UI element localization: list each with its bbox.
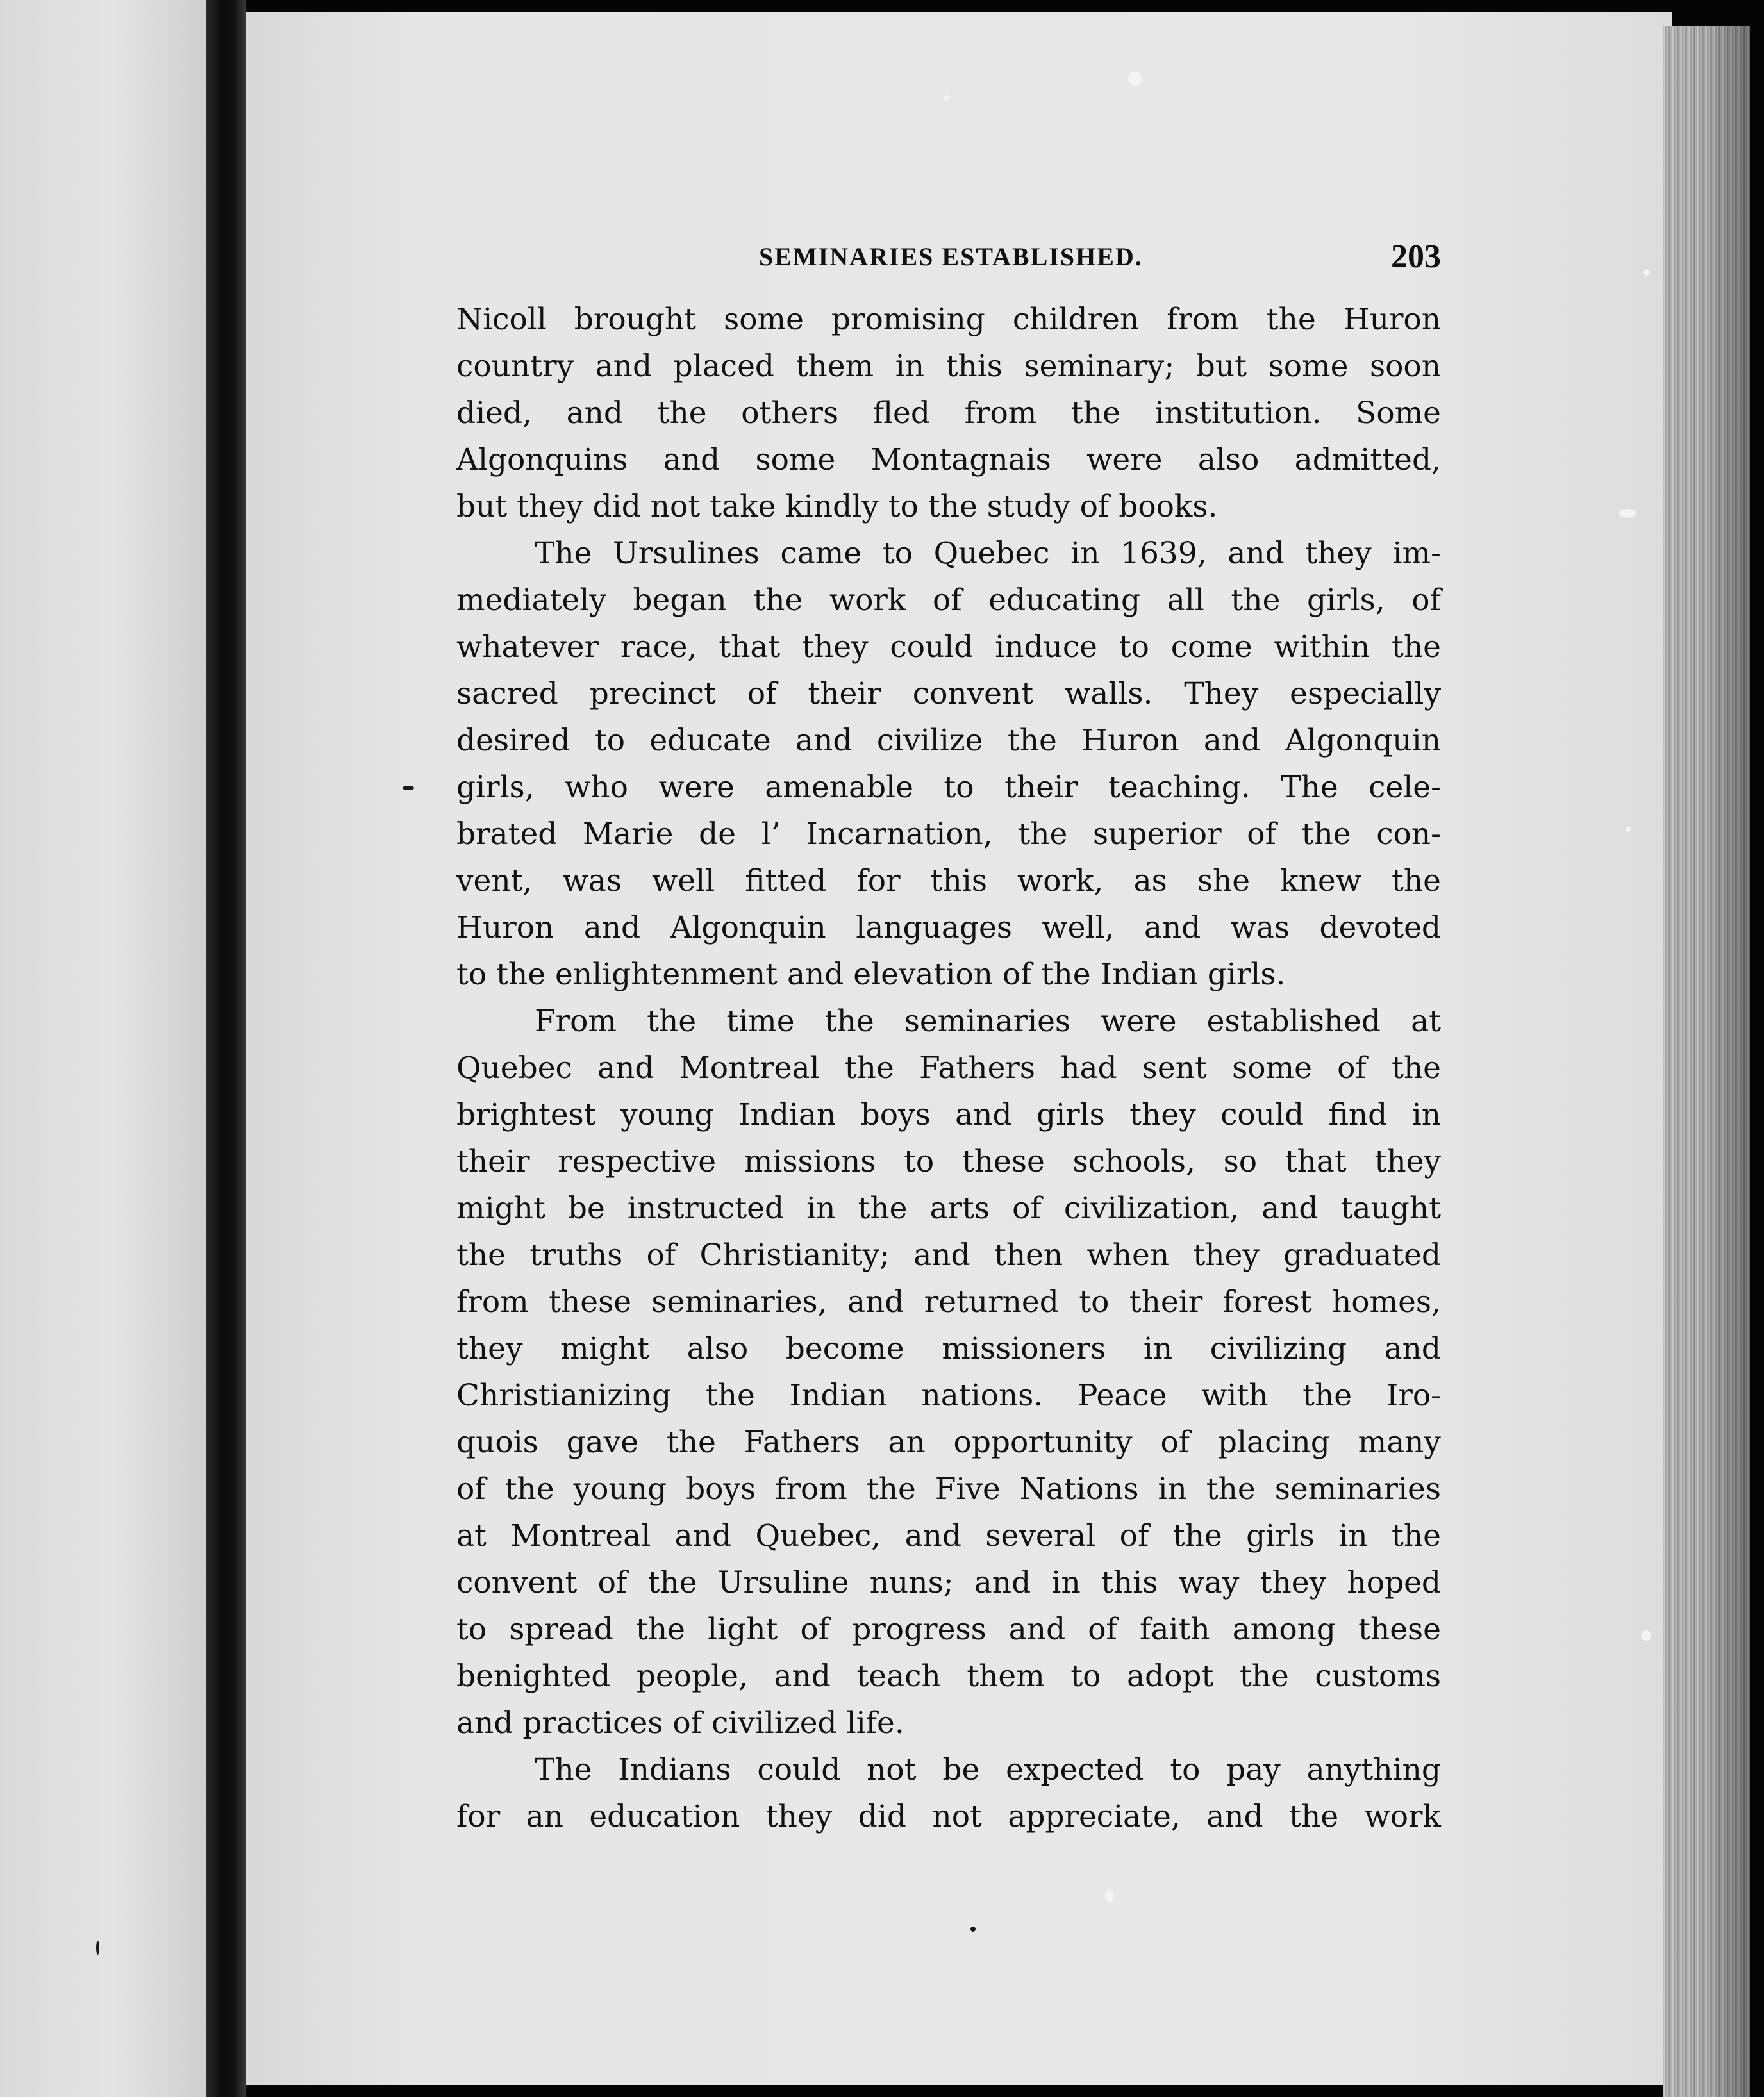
text-line: and practices of civilized life. bbox=[456, 1705, 904, 1741]
text-line: The Indians could not be expected to pay anything bbox=[535, 1752, 1441, 1787]
body-text bbox=[456, 296, 1441, 1840]
text-line: benighted people, and teach them to adopt the customs bbox=[456, 1659, 1441, 1694]
text-line: to the enlightenment and elevation of the Indian girls. bbox=[456, 957, 1286, 992]
scan-speck bbox=[96, 1941, 99, 1955]
text-line: vent, was well fitted for this work, as she knew the bbox=[456, 863, 1441, 899]
scan-speck bbox=[1105, 1889, 1114, 1902]
text-line: girls, who were amenable to their teaching. The cele- bbox=[456, 770, 1441, 805]
text-line: the truths of Christianity; and then when they graduated bbox=[456, 1238, 1441, 1273]
text-line: for an education they did not appreciate, and the work bbox=[456, 1799, 1441, 1834]
scan-speck bbox=[1626, 827, 1631, 832]
scan-speck bbox=[1128, 72, 1142, 86]
text-line: Algonquins and some Montagnais were also admitted, bbox=[456, 442, 1441, 477]
scan-speck bbox=[944, 95, 950, 101]
text-line: but they did not take kindly to the study of books. bbox=[456, 489, 1218, 524]
text-line: brated Marie de l’ Incarnation, the superior of the con- bbox=[456, 816, 1441, 852]
text-line: From the time the seminaries were established at bbox=[535, 1004, 1441, 1039]
scan-speck bbox=[1641, 1630, 1651, 1641]
text-line: Huron and Algonquin languages well, and was devoted bbox=[456, 910, 1441, 945]
scan-speck bbox=[403, 786, 414, 790]
text-line: to spread the light of progress and of faith among these bbox=[456, 1612, 1441, 1647]
text-line: from these seminaries, and returned to their forest homes, bbox=[456, 1284, 1441, 1320]
text-line: quois gave the Fathers an opportunity of placing many bbox=[456, 1425, 1441, 1460]
scan-speck bbox=[1643, 269, 1650, 276]
book-gutter bbox=[206, 0, 246, 2097]
scan-speck bbox=[1619, 509, 1636, 518]
running-title: SEMINARIES ESTABLISHED. bbox=[759, 242, 1143, 271]
scan-speck bbox=[970, 1927, 976, 1932]
text-line: brightest young Indian boys and girls they could find in bbox=[456, 1097, 1441, 1132]
text-line: Nicoll brought some promising children from the Huron bbox=[456, 302, 1441, 337]
text-line: country and placed them in this seminary; but some soon bbox=[456, 349, 1441, 384]
text-line: of the young boys from the Five Nations in the seminaries bbox=[456, 1471, 1441, 1507]
text-line: died, and the others fled from the institution. Some bbox=[456, 395, 1441, 431]
text-line: their respective missions to these schools, so that they bbox=[456, 1144, 1441, 1179]
facing-page bbox=[0, 0, 206, 2097]
text-line: Quebec and Montreal the Fathers had sent some of the bbox=[456, 1050, 1441, 1086]
text-line: might be instructed in the arts of civilization, and taught bbox=[456, 1191, 1441, 1226]
text-line: whatever race, that they could induce to come within the bbox=[456, 629, 1441, 665]
running-head bbox=[451, 235, 1441, 279]
text-line: Christianizing the Indian nations. Peace with the Iro- bbox=[456, 1378, 1441, 1413]
text-line: they might also become missioners in civilizing and bbox=[456, 1331, 1441, 1366]
text-line: at Montreal and Quebec, and several of the girls in the bbox=[456, 1518, 1441, 1554]
text-line: convent of the Ursuline nuns; and in this way they hoped bbox=[456, 1565, 1441, 1600]
text-line: desired to educate and civilize the Huron and Algonquin bbox=[456, 723, 1441, 758]
page-edges-shading bbox=[1663, 26, 1750, 2097]
text-line: The Ursulines came to Quebec in 1639, and they im- bbox=[535, 536, 1441, 571]
page-number: 203 bbox=[1391, 238, 1441, 275]
text-line: mediately began the work of educating all the girls, of bbox=[456, 583, 1441, 618]
text-line: sacred precinct of their convent walls. They especially bbox=[456, 676, 1441, 711]
